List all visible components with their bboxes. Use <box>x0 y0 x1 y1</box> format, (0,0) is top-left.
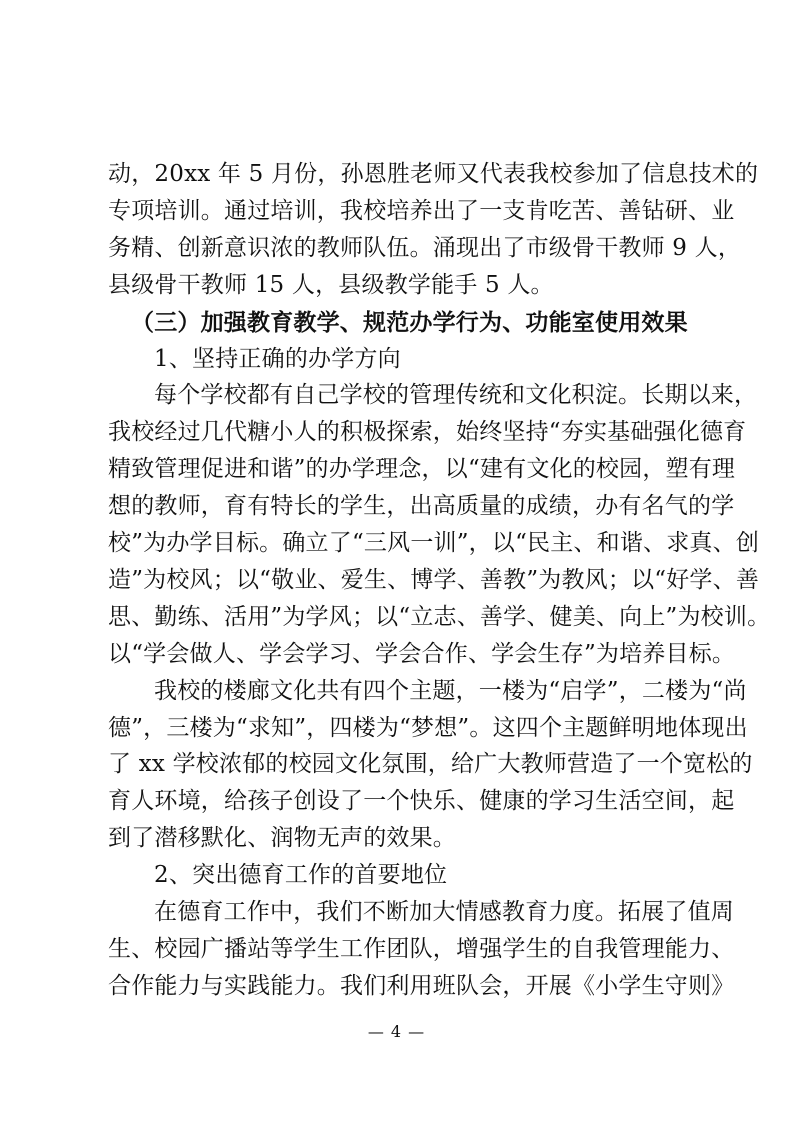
body-line: 德”，三楼为“求知”，四楼为“梦想”。这四个主题鲜明地体现出 <box>108 714 748 741</box>
body-line: 我校的楼廊文化共有四个主题，一楼为“启学”，二楼为“尚 <box>154 677 747 704</box>
body-line: 到了潜移默化、润物无声的效果。 <box>108 825 456 852</box>
body-line: 思、勤练、活用”为学风；以“立志、善学、健美、向上”为校训。 <box>108 603 771 630</box>
body-line: 县级骨干教师 15 人，县级教学能手 5 人。 <box>108 271 554 298</box>
body-line: 精致管理促进和谐”的办学理念，以“建有文化的校园，塑有理 <box>108 456 736 483</box>
body-line: 合作能力与实践能力。我们利用班队会，开展《小学生守则》 <box>108 972 735 999</box>
body-line: 务精、创新意识浓的教师队伍。涌现出了市级骨干教师 9 人， <box>108 234 742 261</box>
subsection-heading: 2、突出德育工作的首要地位 <box>154 862 448 889</box>
body-line: 我校经过几代糖小人的积极探索，始终坚持“夯实基础强化德育 <box>108 419 747 446</box>
body-line: 育人环境，给孩子创设了一个快乐、健康的学习生活空间，起 <box>108 788 735 815</box>
page-number: — 4 — <box>367 1022 426 1041</box>
body-line: 动，20xx 年 5 月份，孙恩胜老师又代表我校参加了信息技术的 <box>108 161 759 187</box>
body-line: 专项培训。通过培训，我校培养出了一支肯吃苦、善钻研、业 <box>108 197 735 224</box>
body-line: 了 xx 学校浓郁的校园文化氛围，给广大教师营造了一个宽松的 <box>108 751 753 778</box>
body-line: 以“学会做人、学会学习、学会合作、学会生存”为培养目标。 <box>108 640 736 667</box>
section-heading: （三）加强教育教学、规范办学行为、功能室使用效果 <box>131 308 688 336</box>
body-line: 想的教师，育有特长的学生，出高质量的成绩，办有名气的学 <box>108 493 735 520</box>
body-line: 校”为办学目标。确立了“三风一训”，以“民主、和谐、求真、创 <box>108 530 760 556</box>
body-line: 造”为校风；以“敬业、爱生、博学、善教”为教风；以“好学、善 <box>108 566 760 593</box>
body-line: 生、校园广播站等学生工作团队，增强学生的自我管理能力、 <box>108 935 735 962</box>
body-line: 每个学校都有自己学校的管理传统和文化积淀。长期以来， <box>154 382 758 409</box>
subsection-heading: 1、坚持正确的办学方向 <box>154 345 401 372</box>
body-line: 在德育工作中，我们不断加大情感教育力度。拓展了值周 <box>154 899 734 925</box>
